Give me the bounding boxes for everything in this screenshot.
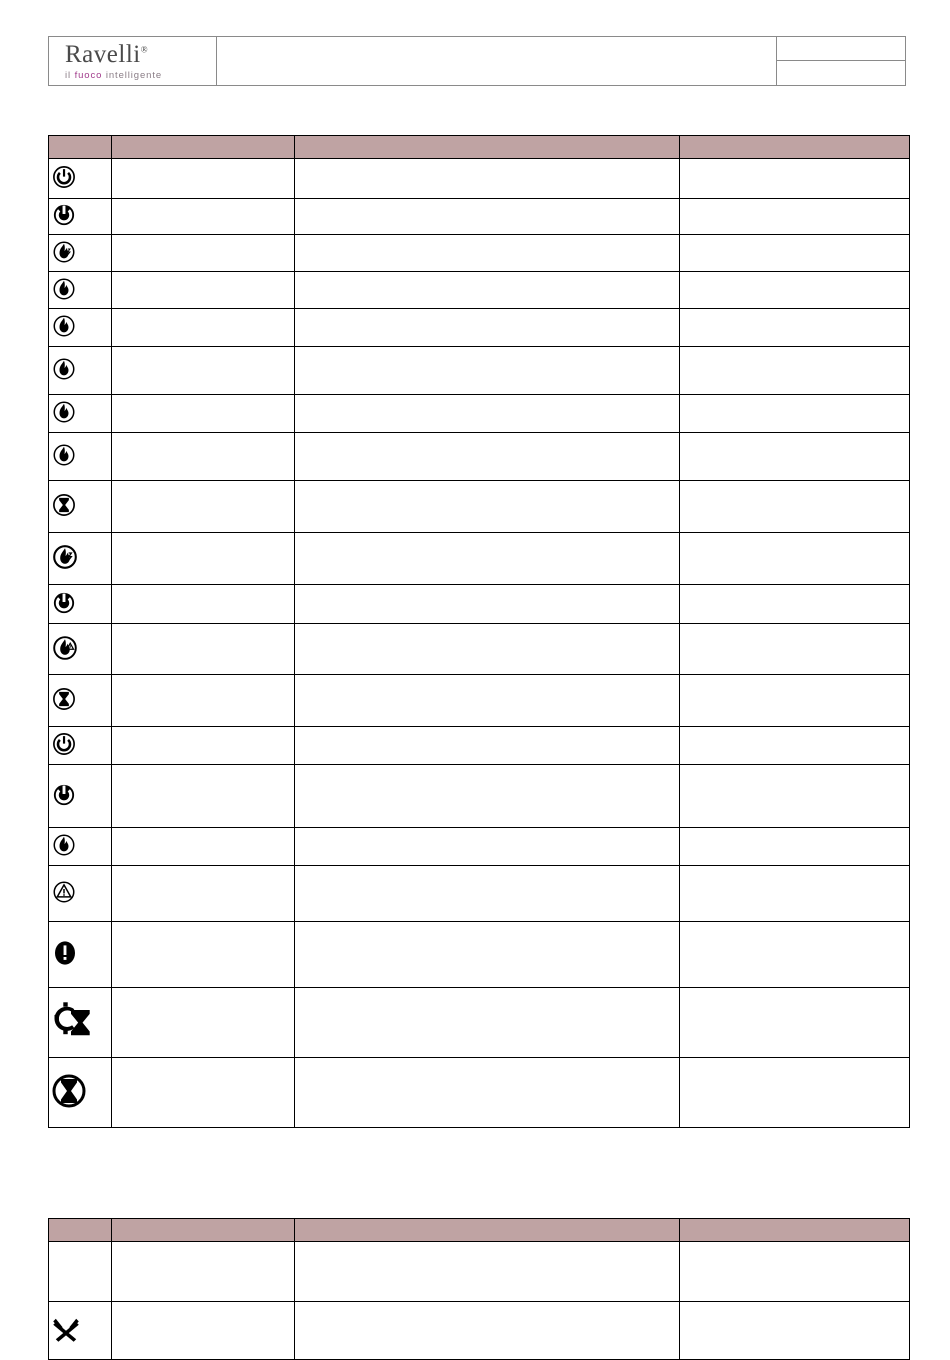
table-row: [49, 727, 910, 765]
maintenance-header-action: [680, 1219, 910, 1242]
cell-cause-text: [295, 602, 679, 606]
tagline-post: intelligente: [102, 69, 163, 81]
cell-action: [680, 624, 910, 675]
cell-description-text: [112, 326, 294, 330]
alarm-codes-header-description: [112, 136, 295, 159]
cell-cause-text: [295, 953, 679, 957]
hourglass-circle-bold-icon: [49, 1058, 112, 1128]
cell-action-text: [680, 177, 909, 181]
cell-cause-text: [295, 744, 679, 748]
flame-circle-bold-icon: [49, 541, 81, 573]
cell-description: [112, 309, 295, 347]
cell-cause: [295, 675, 680, 727]
cell-cause-text: [295, 412, 679, 416]
header-meta-cell: [777, 37, 905, 85]
cell-cause-text: [295, 1270, 679, 1274]
cell-action: [680, 866, 910, 922]
power-bold-icon: [49, 585, 112, 624]
cell-description: [112, 828, 295, 866]
cell-description: [112, 395, 295, 433]
power-outline-icon: [49, 729, 79, 759]
cell-cause-text: [295, 215, 679, 219]
cell-action: [680, 765, 910, 828]
flame-warning-circle-icon: [49, 624, 112, 675]
table-row: [49, 1302, 910, 1360]
power-bold-icon: [49, 780, 79, 810]
cell-description: [112, 481, 295, 533]
cell-action: [680, 433, 910, 481]
cell-action-text: [680, 602, 909, 606]
power-bold-icon: [49, 199, 112, 235]
power-outline-icon: [49, 162, 79, 192]
cell-action-text: [680, 412, 909, 416]
cell-cause-text: [295, 326, 679, 330]
cell-action-text: [680, 369, 909, 373]
brand-tagline: [65, 70, 216, 81]
table-row: [49, 433, 910, 481]
tagline-pre: il: [65, 69, 75, 81]
table-row: [49, 309, 910, 347]
table-row: [49, 533, 910, 585]
cell-description: [112, 585, 295, 624]
cell-description: [112, 272, 295, 309]
cell-cause: [295, 1242, 680, 1302]
cell-cause: [295, 1058, 680, 1128]
flame-circle-icon: [49, 828, 112, 866]
cell-action: [680, 1242, 910, 1302]
cell-description: [112, 866, 295, 922]
cell-action: [680, 1302, 910, 1360]
flame-warning-circle-icon: [49, 632, 81, 664]
table-row: [49, 828, 910, 866]
cell-description: [112, 922, 295, 988]
cell-action-text: [680, 505, 909, 509]
cell-action: [680, 309, 910, 347]
cell-cause: [295, 159, 680, 199]
cell-cause-text: [295, 177, 679, 181]
power-outline-icon: [49, 159, 112, 199]
cell-cause: [295, 585, 680, 624]
alarm-codes-header-icon-label: [49, 145, 111, 149]
flame-circle-icon: [49, 395, 112, 433]
warning-triangle-circle-icon: [49, 866, 112, 922]
cell-description: [112, 675, 295, 727]
cell-description: [112, 624, 295, 675]
cell-description-text: [112, 557, 294, 561]
cell-cause-text: [295, 1021, 679, 1025]
cell-cause: [295, 988, 680, 1058]
gear-hourglass-icon: [49, 988, 112, 1058]
table-row: [49, 347, 910, 395]
warning-triangle-circle-icon: [49, 877, 79, 907]
cell-action: [680, 675, 910, 727]
table-row: [49, 235, 910, 272]
cell-description: [112, 1302, 295, 1360]
maintenance-table: [48, 1218, 910, 1360]
tagline-highlight: fuoco: [74, 69, 103, 81]
cell-action-text: [680, 1091, 909, 1095]
cell-action-text: [680, 1270, 909, 1274]
cell-cause: [295, 433, 680, 481]
cell-cause-text: [295, 455, 679, 459]
cell-description-text: [112, 412, 294, 416]
cell-cause: [295, 481, 680, 533]
cell-cause-text: [295, 251, 679, 255]
alarm-codes-header-action-label: [680, 145, 909, 149]
maintenance-header-description: [112, 1219, 295, 1242]
cell-cause: [295, 727, 680, 765]
cell-action-text: [680, 251, 909, 255]
cell-description: [112, 1242, 295, 1302]
cell-cause: [295, 765, 680, 828]
cell-cause: [295, 272, 680, 309]
registered-mark: ®: [140, 44, 149, 55]
flame-circle-icon: [49, 272, 112, 309]
cell-action: [680, 395, 910, 433]
table-row: [49, 988, 910, 1058]
table-row: [49, 481, 910, 533]
flame-circle-small-icon: [49, 237, 79, 267]
maintenance-header-cause: [295, 1219, 680, 1242]
cell-cause-text: [295, 845, 679, 849]
exclamation-circle-filled-icon: [49, 937, 81, 969]
cell-description-text: [112, 845, 294, 849]
cell-action-text: [680, 215, 909, 219]
maintenance-header-icon-label: [49, 1228, 111, 1232]
table-row: [49, 675, 910, 727]
cell-description: [112, 765, 295, 828]
cell-description-text: [112, 505, 294, 509]
cell-description-text: [112, 1091, 294, 1095]
cell-action-text: [680, 647, 909, 651]
alarm-codes-header-cause: [295, 136, 680, 159]
cell-cause: [295, 347, 680, 395]
hourglass-circle-icon: [49, 684, 79, 714]
cell-cause-text: [295, 369, 679, 373]
cell-cause: [295, 866, 680, 922]
table-row: [49, 1058, 910, 1128]
cell-description-text: [112, 455, 294, 459]
cell-action-text: [680, 455, 909, 459]
cell-description-text: [112, 177, 294, 181]
flame-circle-icon: [49, 830, 79, 860]
cell-description: [112, 433, 295, 481]
cell-description: [112, 199, 295, 235]
cell-description-text: [112, 794, 294, 798]
alarm-codes-header-description-label: [112, 145, 294, 149]
cell-cause: [295, 309, 680, 347]
cell-action-text: [680, 794, 909, 798]
brand-name-text: Ravelli: [65, 40, 141, 68]
cell-action-text: [680, 326, 909, 330]
cell-cause-text: [295, 1091, 679, 1095]
cell-action: [680, 922, 910, 988]
cell-action-text: [680, 1021, 909, 1025]
cell-cause-text: [295, 557, 679, 561]
cell-description-text: [112, 215, 294, 219]
cell-cause-text: [295, 699, 679, 703]
cell-action-text: [680, 288, 909, 292]
flame-circle-icon: [49, 311, 79, 341]
table-row: [49, 272, 910, 309]
cell-cause-text: [295, 1329, 679, 1333]
cell-cause-text: [295, 794, 679, 798]
flame-circle-small-icon: [49, 235, 112, 272]
cell-description-text: [112, 647, 294, 651]
table-row: [49, 585, 910, 624]
flame-circle-icon: [49, 309, 112, 347]
table-row: [49, 199, 910, 235]
cell-description: [112, 533, 295, 585]
cell-action-text: [680, 557, 909, 561]
cell-action-text: [680, 1329, 909, 1333]
flame-circle-icon: [49, 433, 112, 481]
cell-cause: [295, 828, 680, 866]
alarm-codes-header-icon: [49, 136, 112, 159]
cell-cause-text: [295, 288, 679, 292]
maintenance-header-cause-label: [295, 1228, 679, 1232]
cell-action: [680, 828, 910, 866]
maintenance-header-action-label: [680, 1228, 909, 1232]
power-bold-icon: [49, 200, 79, 230]
power-outline-icon: [49, 727, 112, 765]
flame-circle-icon: [49, 354, 79, 384]
alarm-codes-table: [48, 135, 910, 1128]
cell-description-text: [112, 602, 294, 606]
cell-action: [680, 1058, 910, 1128]
power-bold-icon: [49, 588, 79, 618]
cell-description-text: [112, 953, 294, 957]
cell-action: [680, 199, 910, 235]
cell-description: [112, 988, 295, 1058]
cell-action: [680, 988, 910, 1058]
cell-cause: [295, 199, 680, 235]
empty-icon-cell: [49, 1242, 112, 1302]
exclamation-circle-filled-icon: [49, 922, 112, 988]
cell-cause: [295, 922, 680, 988]
wrench-screwdriver-icon: [49, 1312, 83, 1346]
cell-action: [680, 235, 910, 272]
cell-action: [680, 481, 910, 533]
header-title-cell: [217, 37, 777, 85]
hourglass-circle-icon: [49, 675, 112, 727]
cell-action: [680, 347, 910, 395]
cell-description-text: [112, 699, 294, 703]
cell-cause-text: [295, 505, 679, 509]
alarm-codes-header-row: [49, 136, 910, 159]
header-meta-top: [777, 37, 905, 61]
table-row: [49, 159, 910, 199]
cell-description: [112, 347, 295, 395]
alarm-codes-header-cause-label: [295, 145, 679, 149]
maintenance-header-icon: [49, 1219, 112, 1242]
cell-description: [112, 159, 295, 199]
cell-description-text: [112, 1021, 294, 1025]
table-row: [49, 765, 910, 828]
flame-circle-icon: [49, 347, 112, 395]
cell-action: [680, 159, 910, 199]
table-row: [49, 866, 910, 922]
table-row: [49, 1242, 910, 1302]
cell-action: [680, 272, 910, 309]
cell-cause: [295, 533, 680, 585]
flame-circle-icon: [49, 440, 79, 470]
flame-circle-bold-icon: [49, 533, 112, 585]
wrench-screwdriver-icon: [49, 1302, 112, 1360]
cell-description: [112, 1058, 295, 1128]
cell-action-text: [680, 845, 909, 849]
cell-action: [680, 585, 910, 624]
cell-action-text: [680, 699, 909, 703]
cell-description-text: [112, 892, 294, 896]
document-header: [48, 36, 906, 86]
cell-cause-text: [295, 647, 679, 651]
power-bold-icon: [49, 765, 112, 828]
cell-cause: [295, 235, 680, 272]
cell-description: [112, 727, 295, 765]
cell-description-text: [112, 1270, 294, 1274]
cell-cause: [295, 395, 680, 433]
cell-description: [112, 235, 295, 272]
cell-cause: [295, 1302, 680, 1360]
cell-action-text: [680, 892, 909, 896]
cell-description-text: [112, 744, 294, 748]
cell-cause-text: [295, 892, 679, 896]
header-meta-bottom: [777, 61, 905, 85]
cell-action-text: [680, 744, 909, 748]
maintenance-header-row: [49, 1219, 910, 1242]
flame-circle-icon: [49, 397, 79, 427]
gear-hourglass-icon: [49, 999, 93, 1043]
alarm-codes-header-action: [680, 136, 910, 159]
cell-cause: [295, 624, 680, 675]
brand-name: [65, 42, 216, 67]
flame-circle-icon: [49, 274, 79, 304]
table-row: [49, 624, 910, 675]
table-row: [49, 395, 910, 433]
hourglass-circle-icon: [49, 481, 112, 533]
brand-logo: [49, 37, 217, 85]
cell-description-text: [112, 288, 294, 292]
cell-action: [680, 727, 910, 765]
cell-description-text: [112, 251, 294, 255]
cell-description-text: [112, 369, 294, 373]
cell-description-text: [112, 1329, 294, 1333]
cell-action-text: [680, 953, 909, 957]
hourglass-circle-icon: [49, 490, 79, 520]
hourglass-circle-bold-icon: [49, 1071, 89, 1111]
cell-action: [680, 533, 910, 585]
maintenance-header-description-label: [112, 1228, 294, 1232]
table-row: [49, 922, 910, 988]
